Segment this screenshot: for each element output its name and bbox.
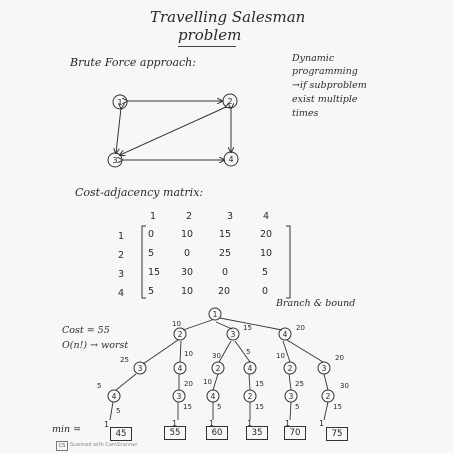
matrix-cell-3-1: 15 xyxy=(148,267,161,278)
svg-text:1: 1 xyxy=(212,310,218,319)
tree-edge-label-l3-5: 25 xyxy=(295,380,304,388)
dynamic-note-line-1: Dynamic xyxy=(292,53,335,64)
tree-return-label-5: 5 xyxy=(295,403,300,411)
tree-leaf-4: 1 xyxy=(247,419,253,428)
tree-root-node xyxy=(209,308,221,320)
matrix-row-header-3: 3 xyxy=(118,269,125,280)
tree-leaf-5: 1 xyxy=(285,419,291,428)
svg-text:2: 2 xyxy=(287,364,293,373)
tree-level3-node-6 xyxy=(322,390,334,402)
tree-edge-label-l1-2: 15 xyxy=(243,324,252,332)
min-value-4: 35 xyxy=(246,426,268,440)
tree-leaf-1: 1 xyxy=(104,420,110,429)
scanner-logo: CS xyxy=(56,441,68,451)
min-value-6: 75 xyxy=(326,427,348,441)
svg-text:2: 2 xyxy=(247,392,253,401)
tree-return-label-2: 15 xyxy=(183,403,192,411)
matrix-col-header-2: 2 xyxy=(186,211,193,222)
matrix-cell-1-1: 0 xyxy=(148,229,155,240)
tree-level1-node-2 xyxy=(227,328,239,340)
tree-level3-node-5 xyxy=(285,390,297,402)
tree-return-label-6: 15 xyxy=(333,403,342,411)
tree-level3-node-4 xyxy=(244,390,256,402)
tree-level2-node-4 xyxy=(244,362,256,374)
tree-edge-label-l3-6: 30 xyxy=(340,382,349,390)
svg-text:2: 2 xyxy=(177,330,183,339)
tree-level1-node-1 xyxy=(174,328,186,340)
tree-return-label-4: 15 xyxy=(255,403,264,411)
min-value-2: 55 xyxy=(164,426,186,440)
tree-level2-node-2 xyxy=(174,362,186,374)
tree-edge-label-l2-5: 10 xyxy=(276,352,285,360)
tree-level2-node-3 xyxy=(212,362,224,374)
svg-text:1: 1 xyxy=(117,98,123,107)
dynamic-note-line-3: →if subproblem xyxy=(292,80,367,91)
tree-level1-node-3 xyxy=(279,328,291,340)
svg-text:4: 4 xyxy=(282,330,288,339)
branch-bound-heading: Branch & bound xyxy=(276,298,356,309)
brute-force-heading: Brute Force approach: xyxy=(70,56,196,69)
page-title: Travelling Salesman xyxy=(150,8,306,26)
complexity-note: O(n!) → worst xyxy=(62,340,129,351)
scanner-watermark: Scanned with CamScanner xyxy=(70,442,138,448)
matrix-col-header-4: 4 xyxy=(263,211,270,222)
tree-level3-node-2 xyxy=(173,390,185,402)
min-value-3: 60 xyxy=(206,426,228,440)
matrix-row-header-2: 2 xyxy=(118,250,125,261)
cost-note: Cost = 55 xyxy=(62,325,110,336)
matrix-row-header-4: 4 xyxy=(118,288,125,299)
svg-text:3: 3 xyxy=(230,330,236,339)
svg-text:2: 2 xyxy=(325,392,331,401)
tree-level2-node-5 xyxy=(284,362,296,374)
svg-text:4: 4 xyxy=(247,364,253,373)
tree-level2-node-1 xyxy=(134,362,146,374)
svg-text:2: 2 xyxy=(215,364,221,373)
page-subtitle: problem xyxy=(178,26,242,44)
svg-text:4: 4 xyxy=(111,392,117,401)
svg-text:3: 3 xyxy=(176,392,182,401)
tree-edge-label-l3-3: 10 xyxy=(203,378,212,386)
matrix-cell-1-4: 20 xyxy=(260,229,273,240)
tree-level2-node-6 xyxy=(318,362,330,374)
tree-edge-label-l1-1: 10 xyxy=(172,320,181,328)
matrix-cell-2-3: 25 xyxy=(219,248,232,259)
tree-edge-label-l3-2: 20 xyxy=(184,380,193,388)
svg-text:4: 4 xyxy=(210,392,216,401)
matrix-cell-1-2: 10 xyxy=(181,229,194,240)
matrix-heading: Cost-adjacency matrix: xyxy=(75,186,204,199)
tree-edge-label-l3-4: 15 xyxy=(255,380,264,388)
tree-edge-label-l2-2: 10 xyxy=(184,350,193,358)
tree-edge-label-l3-1: 5 xyxy=(97,382,102,390)
dynamic-note-line-5: times xyxy=(292,108,319,119)
matrix-cell-2-4: 10 xyxy=(260,248,273,259)
tree-edge-label-l2-4: 5 xyxy=(246,348,251,356)
tree-edge-label-l2-1: 25 xyxy=(120,356,129,364)
dynamic-note-line-2: programming xyxy=(292,66,358,77)
min-value-5: 70 xyxy=(284,426,306,440)
dynamic-note-line-4: exist multiple xyxy=(292,94,358,105)
tree-edge-label-l1-3: 20 xyxy=(296,324,305,332)
tree-leaf-6: 1 xyxy=(319,419,325,428)
svg-text:4: 4 xyxy=(177,364,183,373)
tree-edge-label-l2-6: 20 xyxy=(335,354,344,362)
svg-text:2: 2 xyxy=(227,97,233,106)
matrix-cell-4-3: 20 xyxy=(218,286,231,297)
matrix-col-header-1: 1 xyxy=(150,211,157,222)
matrix-cell-2-2: 0 xyxy=(184,248,191,259)
tree-level3-node-3 xyxy=(207,390,219,402)
matrix-col-header-3: 3 xyxy=(227,211,234,222)
min-label: min = xyxy=(52,424,82,435)
svg-text:3: 3 xyxy=(112,156,118,165)
matrix-row-header-1: 1 xyxy=(118,231,125,242)
tree-return-label-1: 5 xyxy=(116,407,121,415)
tree-leaf-2: 1 xyxy=(172,419,178,428)
svg-text:3: 3 xyxy=(288,392,294,401)
tree-return-label-3: 5 xyxy=(217,403,222,411)
tree-level3-node-1 xyxy=(108,390,120,402)
tree-leaf-3: 1 xyxy=(209,419,215,428)
matrix-cell-4-4: 0 xyxy=(262,286,269,297)
svg-text:3: 3 xyxy=(321,364,327,373)
matrix-cell-4-2: 10 xyxy=(181,286,194,297)
matrix-cell-3-3: 0 xyxy=(222,267,229,278)
matrix-cell-3-2: 30 xyxy=(181,267,194,278)
matrix-cell-1-3: 15 xyxy=(219,229,232,240)
tree-edge-label-l2-3: 30 xyxy=(212,352,221,360)
matrix-cell-2-1: 5 xyxy=(148,248,155,259)
matrix-cell-4-1: 5 xyxy=(148,286,155,297)
min-value-1: 45 xyxy=(110,427,132,441)
svg-text:3: 3 xyxy=(137,364,143,373)
svg-text:4: 4 xyxy=(228,155,234,164)
matrix-cell-3-4: 5 xyxy=(262,267,269,278)
